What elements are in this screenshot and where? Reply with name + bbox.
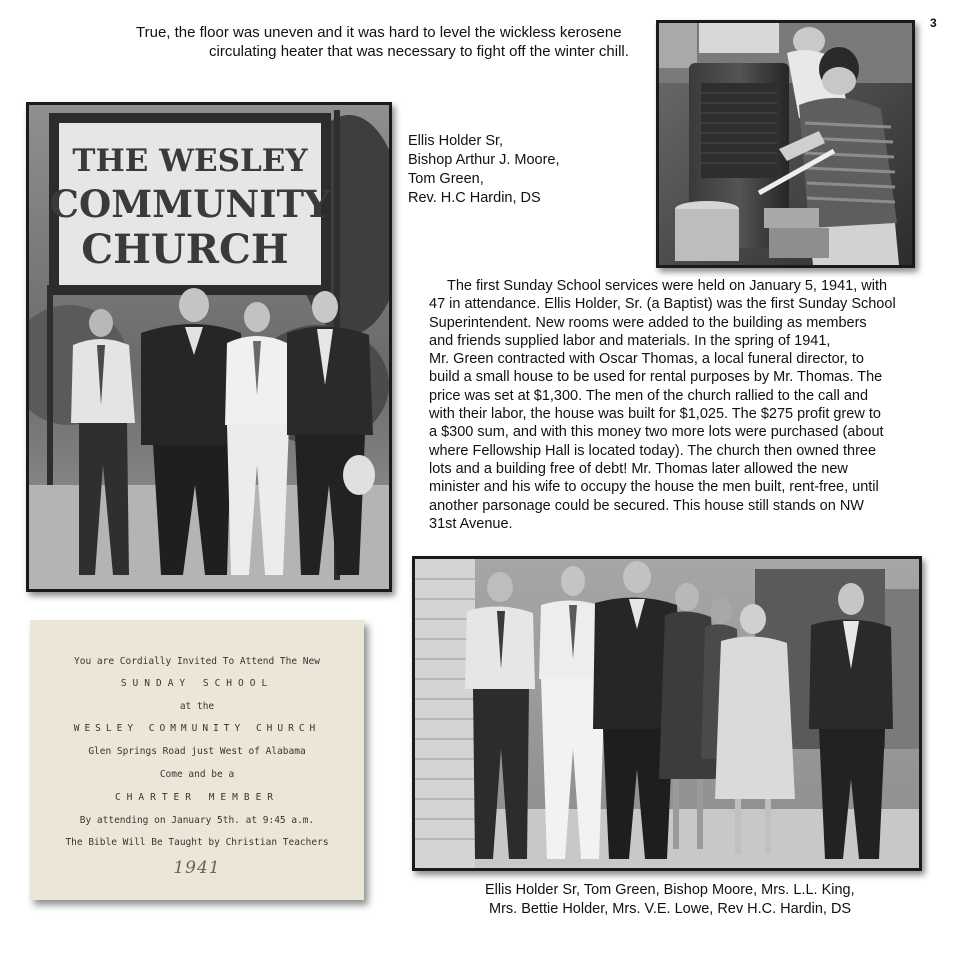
paragraph-line: The first Sunday School services were held on January 5, 1941, with [447, 278, 888, 294]
invitation-line: at the [179, 701, 215, 712]
sign-caption-name: Rev. H.C Hardin, DS [408, 190, 541, 206]
group-caption-line-2: Mrs. Bettie Holder, Mrs. V.E. Lowe, Rev H.C. Hardin, DS [489, 901, 852, 917]
invitation-line: Come and be a [159, 769, 235, 780]
heater-photo-image [659, 23, 912, 265]
invitation-line: The Bible Will Be Taught by Christian Teachers [65, 837, 329, 848]
paragraph-line: with their labor, the house was built for $1,025. The $275 profit grew to [429, 406, 881, 423]
intro-caption-line-1: True, the floor was uneven and it was hard to level the wickless kerosene [136, 24, 622, 41]
sign-caption-name: Ellis Holder Sr, [408, 133, 504, 149]
invitation-year: 1941 [173, 858, 221, 878]
history-paragraph [429, 277, 939, 533]
group-caption-line-1: Ellis Holder Sr, Tom Green, Bishop Moore, Mrs. L.L. King, [485, 882, 855, 898]
sign-line-3: CHURCH [81, 226, 289, 273]
paragraph-line: minister and his wife to occupy the house the men built, rent-free, until [429, 479, 879, 496]
paragraph-line: 31st Avenue. [429, 515, 513, 532]
sign-photo-caption [408, 132, 560, 208]
invitation-line: By attending on January 5th. at 9:45 a.m. [79, 815, 315, 826]
church-sign-photo [26, 102, 392, 592]
paragraph-line: lots and a building free of debt! Mr. Thomas later allowed the new [429, 460, 848, 477]
paragraph-line: Mr. Green contracted with Oscar Thomas, a local funeral director, to [429, 351, 864, 368]
sign-caption-name: Bishop Arthur J. Moore, [408, 152, 560, 168]
sign-line-2: COMMUNITY [49, 182, 331, 226]
paragraph-line: Superintendent. New rooms were added to the building as members [429, 314, 867, 331]
paragraph-line: where Fellowship Hall is located today). The church then owned three [429, 442, 877, 459]
sign-line-1: THE WESLEY [72, 143, 308, 179]
group-photo-caption [412, 881, 952, 919]
church-sign-photo-image [29, 105, 389, 589]
invitation-line: Glen Springs Road just West of Alabama [88, 746, 306, 757]
group-photo-image [415, 559, 919, 868]
group-photo [412, 556, 922, 871]
sunday-school-invitation [30, 620, 364, 900]
invitation-line: CHARTER MEMBER [114, 792, 280, 803]
sign-caption-name: Tom Green, [408, 171, 484, 187]
heater-photo [656, 20, 915, 268]
page-number: 3 [930, 16, 937, 30]
intro-caption [130, 23, 645, 61]
invitation-line: You are Cordially Invited To Attend The New [74, 656, 320, 667]
paragraph-line: build a small house to be used for rental purposes by Mr. Thomas. The [429, 369, 883, 386]
paragraph-line: another parsonage could be secured. This house still stands on NW [429, 497, 864, 514]
paragraph-line: price was set at $1,300. The men of the church rallied to the call and [429, 387, 869, 404]
paragraph-line: and friends supplied labor and materials. In the spring of 1941, [429, 332, 831, 349]
intro-caption-line-2: circulating heater that was necessary to fight off the winter chill. [209, 43, 629, 60]
invitation-line: WESLEY COMMUNITY CHURCH [73, 723, 321, 734]
paragraph-line: 47 in attendance. Ellis Holder, Sr. (a Baptist) was the first Sunday School [429, 296, 896, 313]
paragraph-line: a $300 sum, and with this money two more lots were purchased (about [429, 424, 884, 441]
invitation-line: SUNDAY SCHOOL [120, 678, 274, 689]
